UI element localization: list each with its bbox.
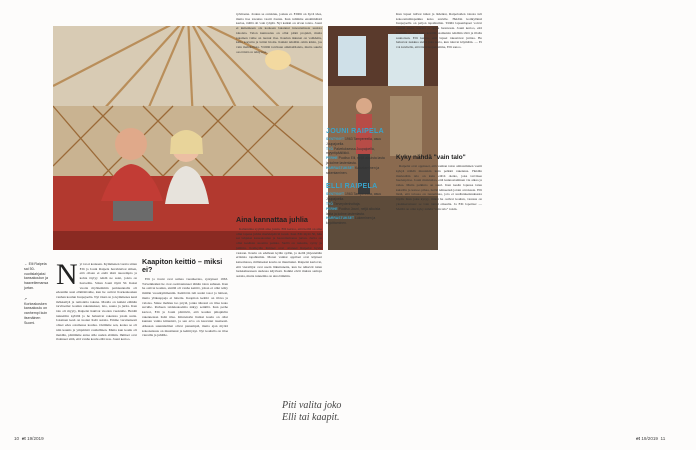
drop-cap: N [56, 262, 78, 291]
fact-label: PERHE [326, 206, 338, 211]
fact-label: HARRASTUKSET [326, 216, 355, 221]
column-3-text: työmaana. Joskus se onnistuu, joskus ei. Ellillä on hyvä idea, mutta itse toteutus vaatii Jounia. Kun tulimme ensimmäistä kertaa, täällä oli vain tyhjää. Nyt kaikki on aivan toista. Jouni ei kuitenkaan ole koskaan lakannut innostumasta uusista ideoista. Talon kunnostus on ollut pitkä projekti, mutta jokainen vaihe on tuonut iloa. Koulun ikkunat on vaihdettu, katto korjattu ja lattiat hiottu. Kaikki tehdään omin käsin, jos vain mahdollista. Välillä tarvitaan ammattilaisia, mutta suurin osa töistä on tehty itse. [236, 12, 322, 54]
photo-caption-1: ← Elli Raipela sai 50-vuotislahjaksi kansakoulun ja haaveilemansa jurtan. [24, 262, 49, 290]
fact-box-elli-name: ELLI RAIPELA [326, 183, 378, 191]
fact-boxes [326, 128, 388, 226]
fact-label: TYÖ [326, 146, 333, 151]
magazine-logo-left: et [21, 436, 26, 441]
fact-label: SYNTYNYT [326, 137, 345, 141]
column-5-text: Kun lapset tulivat isiksi ja äideiksi, Raipeloiden talosta tuli kokoontumispaikka koko suvulle. Heidän kotikylänsä Juupajoella on paljon tapahtumia. Täällä lapsenlapset voivat viettää aikaa, leikkiä ja oppia luonnosta. Jouni kertoo, että koululla on aina kiire kesällä. Aamuisin tehdään töitä ja illalla saunotaan. Elli kertoo, että lapset rakastavat jurttaa. He haluavat nukkua siellä joka kerta, kun tulevat käymään. — Ei voi kuvitella, että tästä luopuisimme, Elli sanoo. [396, 12, 482, 49]
fact-value: Lukeminen ja kirjoittaminen. [326, 216, 376, 226]
article-column-5 [396, 12, 482, 432]
section-vision-text: Raipelat ovat oppineet, että vanhan talon omistaminen vaatii kykyä nähdä muutakin kuin pelkkä rakennus. Heidän mielestään talo on kuin elävä olento, joka tarvitsee huolenpitoa. Jouni muistuttaa, että kunnostaminen vie aikaa ja rahaa. Mutta palkinto on suuri. Kun kesän lopussa istuu kuistilla ja katsoo pihaa, tietää tehneensä jotain arvokasta. Elli lisää, että talossa on tunnelmaa, jota ei uudisrakennuksesta löydä. Kun joku kysyy, miksi he ostivat koulun, vastaus on yksinkertainen: se vain tuntui oikealta. Ja Elli lopettaa: — Meillä on ollut kyky nähdä "vain talo" toisin. [396, 164, 482, 211]
article-column-1 [56, 262, 137, 430]
section-heading-vision: Kyky nähdä "vain talo" [396, 154, 466, 161]
magazine-logo-right: et [636, 436, 641, 441]
section-kitchen-text: Elli ja Jouni ovat samaa vuosikertaa, syntyneet 1963. Toiveikkaiksi he ovat osoittautuneet tämän talon suhteen. Kun he ostivat koulun, sisällä oli vanha keittiö, johon ei ollut tehty mitään vuosikymmeniin. Keittiöön tuli uudet tasot ja laitteet, mutta yläkaappeja ei laitettu. Kaapiton keittiö on tilava ja valoisa. Sinne mahtuu iso pöytä, jonka ääressä on tilaa koko suvulle. Perheen taidekokoelma näkyy seinillä. Kun perhe kasvoi, Elli ja Jouni päättivät, että koulun pihapiiriin rakennetaan lisää tilaa. Kiinteistön lisäksi koulu on ollut kunnan vanha kiinteistö, ja sen arvo on kasvanut tasaisesti. Alkuaan suunnitelmat olivat pienempiä, mutta ajan myötä kokonaisuus on muuttunut ja kehittynyt. Nyt koululla on tilaa vieraille ja juhlille. [142, 277, 228, 338]
section-celebrate-text: Kalanniina syyttää aina jotain. Elli kertoo, että heillä on aina ollut tapana juhlia merkkipäiviä isosti. Kun Elli täytti 50, hän sai lahjaksi kansakoulun ja haaveilemansa jurtan. Jurtta on ollut kesäisin suosittu paikka. Siellä on nukuttu, syöty ja juhlittu. Kotikylän ihmiset ovat ottaneet Raipelat hyvin vastaan. Koulu on edelleen kylän sydän, ja siellä järjestetään erilaisia tapahtumia. Monet vanhat oppilaat ovat käyneet katsomassa, millaiseksi koulu on muuttunut. Raipelat kertovat, että vierailijat ovat usein liikuttuneita, kun he näkevät tutun luokkahuoneen uudessa käytössä. Kaikki eivät muista samoja asioita, mutta tunnelma on aina lämmin. [236, 227, 322, 279]
issue-left: 19/2019 [27, 436, 44, 441]
caption-list [24, 262, 50, 326]
fact-value: Palveluksessa Juupajoella, myyntipäällikkö. [326, 146, 375, 156]
folio-right [636, 436, 665, 441]
section-heading-celebrate: Aina kannattaa juhlia [236, 215, 308, 224]
page-number-left: 10 [14, 436, 20, 441]
fact-label: HARRASTUKSET [326, 165, 355, 170]
article-column-2 [142, 258, 228, 434]
fact-value: Puoliso Elli, neljä aikuista lasta ja kolme lastenlasta. [326, 156, 385, 165]
column-1-text: yt tai ei koskaan. Kymmenen vuotta sitten Elli ja Jouni Raipela havahtuivat siihen, että ollaan ei enää tästä nuorempia ja kohta täytyy tehdä ne asiat, joista on haaveiltu. Sitten Jouni täytti 50. Kaksi vuotta myöhemmin pariskunnalla oli edessään uusi elämänvaihe, kun he ostivat Korkeakosken vanhan koulun Juupajoelta. Nyt tässä on jo kymmenes kesä mökkeilyä ja remonttia takana. Maalla on kaikki elämän tarvitsema: koulun rakennukset, lato, sauna ja jurtta. Kun talo oli myyty, Raipelat hakivat vuoden vuokralle. Heidät tunnettiin kylällä ja he halusivat rakentaa jotain uutta. Jokainen kesä on tuonut lisää asioita. Emme varsinaisesti olleet edes ostamassa koulua. Ostimme sen, koska se oli niin kaunis ja ympäristö rauhallinen. Mutta kun koulu oli meidän, päätimme antaa sille uuden elämän. Ihmiset ovat iloinneet siitä, että vanha koulu elää taas. Jouni kertoo. [56, 262, 137, 342]
photo-caption-2: ↗ Korkeakosken kansakoulu on vanhempi kuin itsenäinen Suomi. [24, 296, 48, 325]
fact-value: 1963 Tampereella, asuu Juupajoella. [326, 192, 382, 202]
page-number-right: 11 [660, 436, 666, 441]
issue-right: 19/2019 [641, 436, 658, 441]
fact-value: Kalastaminen ja rakentaminen. [326, 165, 380, 175]
fact-label: SYNTYNYT [326, 192, 345, 197]
fact-box-jouni [326, 128, 388, 175]
section-heading-kitchen: Kaapiton keittiö – miksi ei? [142, 258, 223, 274]
folio-left [14, 436, 44, 441]
fact-box-elli [326, 183, 388, 226]
article-column-3 [236, 12, 322, 432]
fact-value: Puoliso Jouni, neljä aikuista lasta ja kolme lastenlasta. [326, 206, 381, 216]
fact-value: 1963 Tampereella, asuu Juupajoella. [326, 137, 382, 146]
fact-value: Terveydenhoitaja. [333, 201, 361, 206]
fact-box-jouni-name: JOUNI RAIPELA [326, 128, 384, 135]
fact-label: TYÖ [326, 201, 333, 206]
fact-label: PERHE [326, 156, 338, 161]
pull-quote: Piti valita joko Elli tai kaapit. [282, 400, 342, 423]
